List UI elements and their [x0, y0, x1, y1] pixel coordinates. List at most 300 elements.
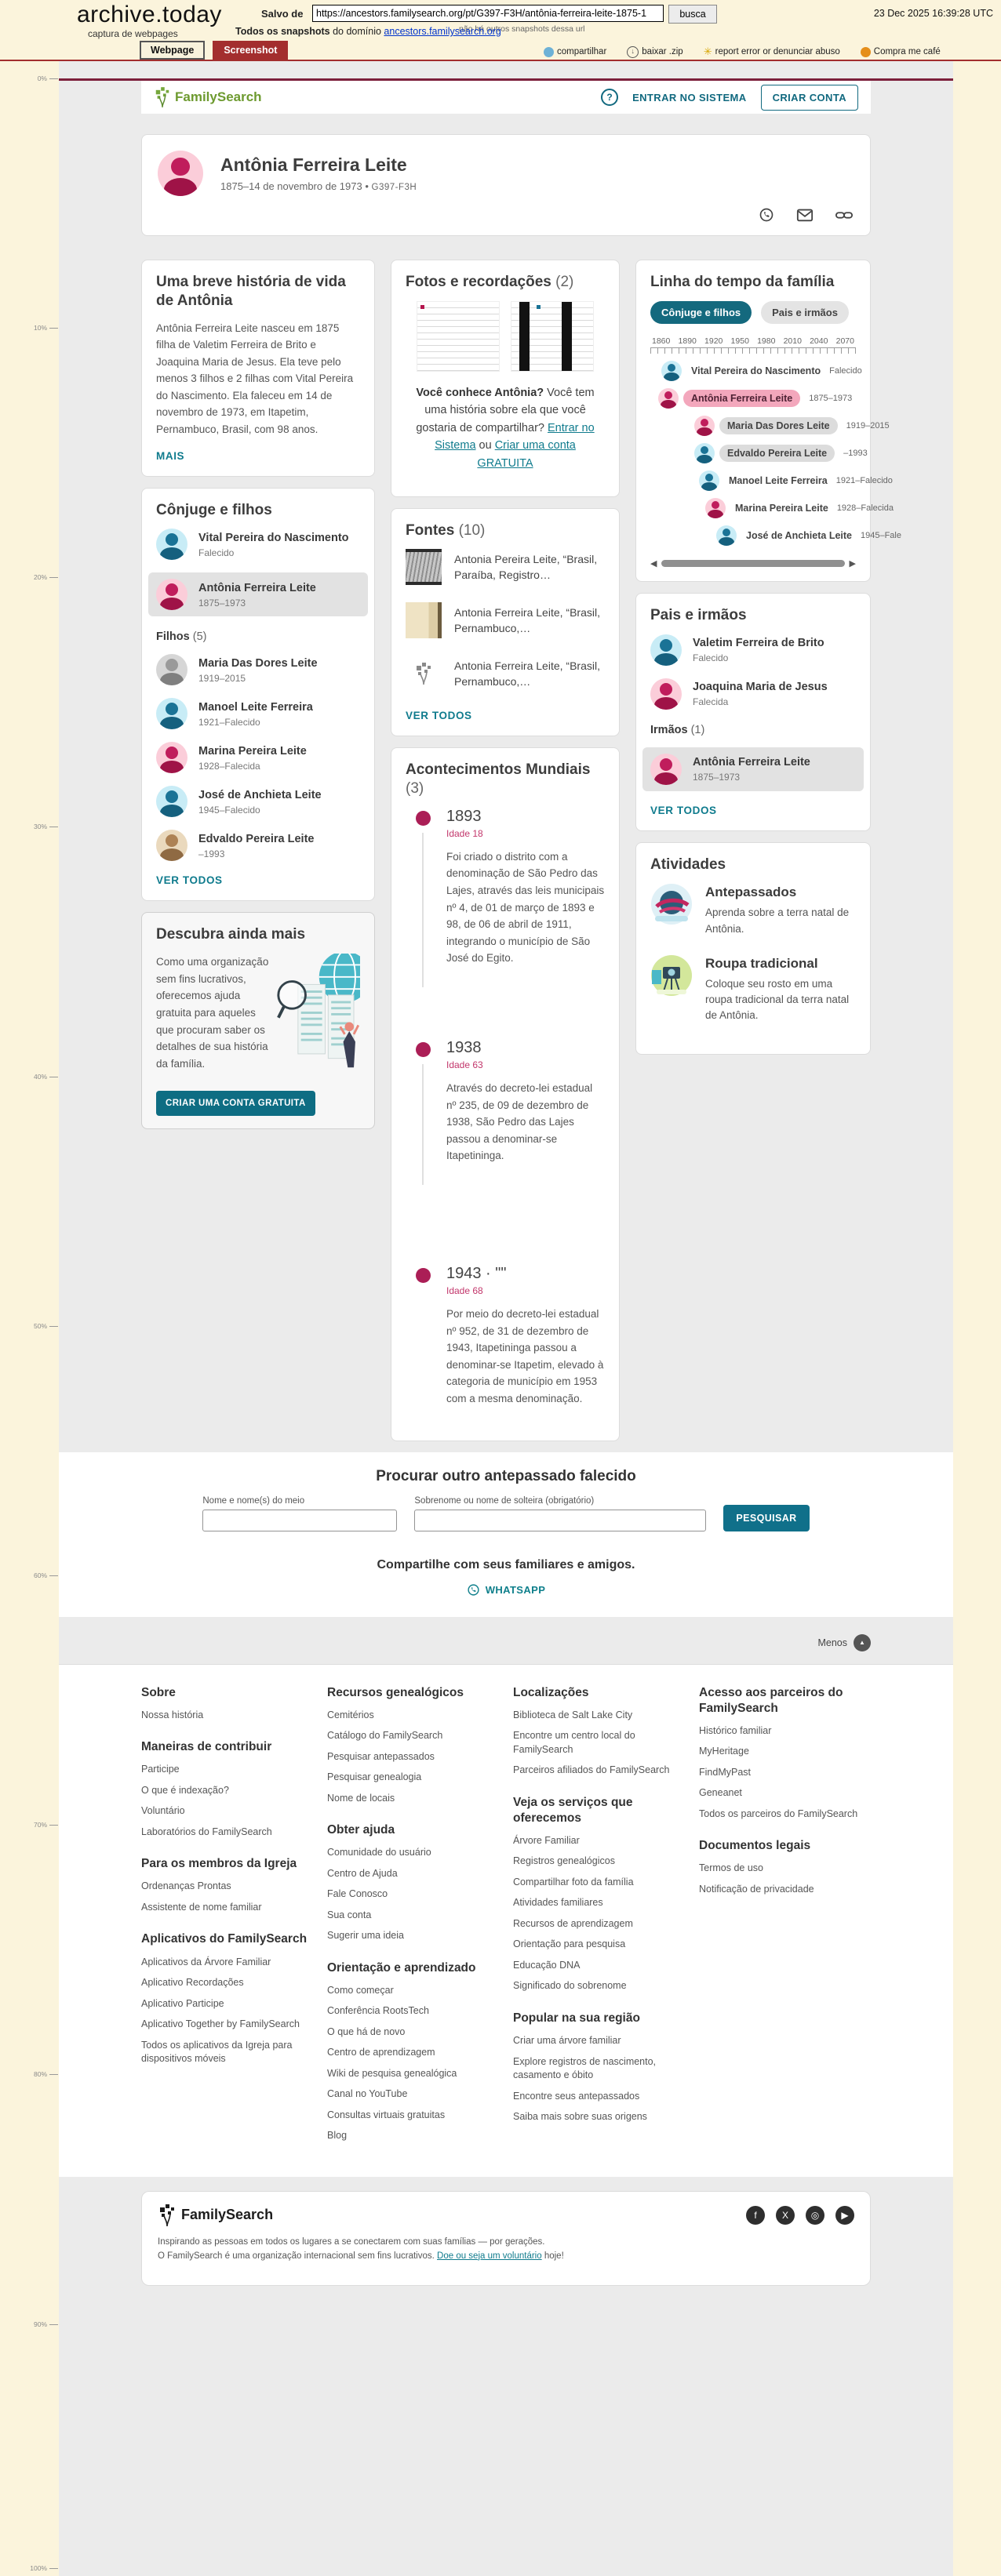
- footer-link[interactable]: Consultas virtuais gratuitas: [327, 2109, 446, 2120]
- or-text: ou: [475, 439, 495, 452]
- timeline-line: [422, 1064, 424, 1185]
- source-title[interactable]: Antonia Pereira Leite, “Brasil, Paraíba, Registro…: [454, 553, 598, 582]
- sources-title-text: Fontes: [406, 521, 455, 539]
- ruler-label: 40%: [33, 1073, 47, 1081]
- female-avatar: [705, 498, 726, 518]
- event-age: Idade 68: [446, 1284, 483, 1296]
- person-name[interactable]: Antônia Ferreira Leite: [198, 581, 316, 594]
- timeline-row[interactable]: [694, 416, 890, 436]
- ruler-label: 0%: [37, 74, 47, 82]
- timeline-dot: [416, 1042, 431, 1057]
- children-label: [156, 630, 360, 643]
- camera-illustration-icon: [650, 954, 693, 997]
- ruler-tick: [34, 2320, 58, 2328]
- female-avatar: [650, 754, 682, 785]
- footer-heading: Popular na sua região: [513, 2011, 640, 2025]
- male-avatar: [699, 471, 719, 491]
- footer-link[interactable]: Comunidade do usuário: [327, 1847, 431, 1858]
- ruler-tick: [34, 1821, 58, 1829]
- tab-webpage[interactable]: Webpage: [140, 41, 205, 60]
- all-snapshots-line: [235, 26, 501, 37]
- footer-heading: Para os membros da Igreja: [141, 1857, 297, 1871]
- footer-link[interactable]: Laboratórios do FamilySearch: [141, 1826, 272, 1837]
- ruler-line: [49, 78, 58, 79]
- email-icon[interactable]: [796, 207, 814, 223]
- person-dates: Falecido: [693, 652, 729, 663]
- person-lifespan: [220, 180, 417, 192]
- family-timeline-card: [635, 260, 901, 582]
- first-name-label: Nome e nome(s) do meio: [202, 1495, 305, 1506]
- first-name-field-group: [202, 1496, 397, 1531]
- whatsapp-label: WHATSAPP: [485, 1583, 546, 1596]
- activity-item[interactable]: [650, 954, 856, 1024]
- help-icon[interactable]: ?: [601, 89, 618, 106]
- footer-link[interactable]: Saiba mais sobre suas origens: [513, 2111, 647, 2123]
- person-name[interactable]: José de Anchieta Leite: [746, 529, 852, 541]
- person-name[interactable]: Maria Das Dores Leite: [198, 656, 318, 670]
- whatsapp-share-link[interactable]: [141, 1583, 871, 1597]
- social-links: [746, 2206, 854, 2225]
- report-label: report error or denunciar abuso: [715, 47, 840, 56]
- siblings-label: [650, 724, 856, 736]
- footer-link[interactable]: Voluntário: [141, 1805, 185, 1817]
- timeline-row[interactable]: [694, 443, 868, 463]
- footer-link[interactable]: O que é indexação?: [141, 1784, 229, 1796]
- footer-column: [513, 1685, 682, 2150]
- footer-column: [141, 1685, 310, 2150]
- footer-link[interactable]: Nossa história: [141, 1709, 204, 1720]
- timeline-axis-years: [650, 336, 856, 346]
- see-all-link[interactable]: VER TODOS: [650, 804, 717, 816]
- know-antonia-prompt: [406, 384, 605, 472]
- ruler-label: 100%: [30, 2564, 47, 2572]
- person-header-card: [141, 134, 871, 236]
- person-dates: Falecido: [829, 365, 862, 376]
- memory-thumbnail[interactable]: [511, 301, 594, 372]
- person-row[interactable]: [156, 654, 360, 685]
- person-name[interactable]: Valetim Ferreira de Brito: [693, 637, 824, 650]
- view-tabs: [140, 41, 288, 60]
- last-name-input[interactable]: [414, 1510, 706, 1531]
- footer-link[interactable]: Wiki de pesquisa genealógica: [327, 2067, 457, 2079]
- male-avatar: [661, 361, 682, 381]
- footer-link[interactable]: Nome de locais: [327, 1792, 395, 1804]
- footer-link[interactable]: Canal no YouTube: [327, 2088, 408, 2100]
- familysearch-wordmark: FamilySearch: [175, 89, 262, 104]
- person-row[interactable]: [156, 698, 360, 729]
- ruler-line: [49, 2074, 58, 2075]
- search-title: Procurar outro antepassado falecido: [376, 1467, 636, 1484]
- sources-title: [406, 521, 605, 540]
- male-avatar: [716, 525, 737, 546]
- footer-link[interactable]: O que há de novo: [327, 2026, 406, 2037]
- ruler-tick: [34, 324, 58, 332]
- source-title[interactable]: Antonia Ferreira Leite, “Brasil, Pernambuco,…: [454, 659, 600, 689]
- person-dates: 1945–Fale: [861, 530, 901, 540]
- person-row[interactable]: [156, 786, 360, 817]
- timeline-row[interactable]: [699, 471, 893, 491]
- timeline-row[interactable]: [705, 498, 894, 518]
- scroll-ruler: [0, 0, 59, 2576]
- ruler-label: 50%: [33, 1322, 47, 1330]
- footer-heading: Localizações: [513, 1685, 589, 1699]
- search-ancestor-section: [59, 1452, 953, 1617]
- person-row-selected[interactable]: [642, 747, 864, 791]
- create-account-button[interactable]: CRIAR CONTA: [761, 85, 858, 111]
- memory-thumbnail[interactable]: [417, 301, 500, 372]
- year-label: 2010: [783, 336, 802, 346]
- prompt-bold: Você conhece Antônia?: [416, 386, 544, 399]
- year-label: 1920: [704, 336, 723, 346]
- see-all-link[interactable]: VER TODOS: [406, 710, 472, 722]
- familysearch-logo[interactable]: [154, 87, 262, 107]
- tree-icon: [406, 656, 442, 692]
- mission-line2-end: hoje!: [541, 2251, 564, 2261]
- world-events-card: [391, 747, 620, 1441]
- photos-title-text: Fotos e recordações: [406, 274, 551, 290]
- activity-item[interactable]: [650, 883, 856, 937]
- discover-text: Como uma organização sem fins lucrativos, oferecemos ajuda gratuita para aqueles que procuram saber os detalhes de sua história da família.: [156, 956, 269, 1070]
- scroll-right-icon[interactable]: ▶: [849, 558, 856, 569]
- footer-link[interactable]: Sua conta: [327, 1909, 372, 1920]
- create-account-inline-link[interactable]: Criar uma conta GRATUITA: [477, 439, 576, 470]
- life-story-title: Uma breve história de vida de Antônia: [156, 274, 346, 309]
- footer-link[interactable]: Aplicativo Recordações: [141, 1977, 244, 1989]
- person-dates: 1921–Falecido: [198, 716, 260, 728]
- scrollbar-thumb[interactable]: [661, 560, 844, 567]
- buy-coffee-link[interactable]: [861, 47, 941, 57]
- footer-link[interactable]: Catálogo do FamilySearch: [327, 1730, 443, 1742]
- coffee-label: Compra me café: [873, 47, 941, 56]
- event-item: [406, 1265, 605, 1428]
- person-row-selected[interactable]: [148, 572, 368, 616]
- person-dates: 1928–Falecida: [836, 503, 894, 513]
- footer-link[interactable]: Explore registros de nascimento, casamento e óbito: [513, 2055, 657, 2081]
- male-avatar: [694, 443, 715, 463]
- person-dates: 1919–2015: [846, 420, 890, 431]
- female-avatar: [694, 416, 715, 436]
- share-title: Compartilhe com seus familiares e amigos.: [377, 1557, 635, 1571]
- whatsapp-icon: [467, 1583, 480, 1597]
- instagram-icon[interactable]: ◎: [806, 2206, 824, 2225]
- event-text: Por meio do decreto-lei estadual nº 952, de 31 de dezembro de 1943, Itapetininga passou a denominar-se Itapetim, elevado à categoria de município em 1953 com a mesma denominação.: [446, 1307, 604, 1404]
- scroll-left-icon[interactable]: ◀: [650, 558, 657, 569]
- ruler-label: 70%: [33, 1821, 47, 1829]
- see-all-link[interactable]: VER TODOS: [156, 874, 223, 887]
- footer-links: [59, 1664, 953, 2177]
- ruler-label: 30%: [33, 823, 47, 830]
- source-title[interactable]: Antonia Ferreira Leite, “Brasil, Pernambuco,…: [454, 606, 600, 635]
- footer-mission-text: [158, 2236, 854, 2264]
- footer-heading: Aplicativos do FamilySearch: [141, 1932, 308, 1946]
- children-count: (5): [192, 630, 207, 644]
- ruler-line: [49, 1825, 58, 1826]
- tree-icon: [154, 87, 171, 107]
- footer-link[interactable]: Atividades familiares: [513, 1897, 603, 1909]
- download-icon: ↓: [627, 46, 639, 58]
- footer-link[interactable]: Ordenanças Prontas: [141, 1880, 231, 1892]
- footer-link[interactable]: MyHeritage: [699, 1746, 749, 1757]
- footer-link[interactable]: Parceiros afiliados do FamilySearch: [513, 1764, 670, 1776]
- activity-title[interactable]: Antepassados: [705, 885, 797, 900]
- all-snapshots-label: Todos os snapshots: [235, 26, 330, 37]
- world-events-count: (3): [406, 780, 424, 798]
- familysearch-footer-logo[interactable]: [158, 2204, 273, 2226]
- ruler-label: 10%: [33, 324, 47, 332]
- footer-link[interactable]: Educação DNA: [513, 1959, 581, 1971]
- timeline-row[interactable]: [716, 525, 901, 546]
- report-error-link[interactable]: [704, 45, 840, 58]
- timeline-row[interactable]: [661, 361, 862, 381]
- archive-logo[interactable]: archive.today: [77, 2, 222, 27]
- last-name-field-group: [414, 1496, 706, 1531]
- spouse-children-title: Cônjuge e filhos: [156, 501, 272, 518]
- person-name[interactable]: Antônia Ferreira Leite: [693, 756, 810, 769]
- ruler-tick: [34, 1073, 58, 1081]
- ruler-tick: [34, 1571, 58, 1579]
- source-item[interactable]: [406, 602, 605, 638]
- activities-title: Atividades: [650, 856, 726, 873]
- footer-link[interactable]: Fale Conosco: [327, 1888, 388, 1900]
- footer-heading: Obter ajuda: [327, 1823, 395, 1837]
- person-row[interactable]: [650, 678, 856, 710]
- coffee-icon: [861, 47, 871, 57]
- person-dates: 1928–Falecida: [198, 760, 260, 772]
- footer-link[interactable]: Biblioteca de Salt Lake City: [513, 1709, 633, 1720]
- footer-link[interactable]: Participe: [141, 1764, 180, 1775]
- person-dates: –1993: [843, 448, 868, 458]
- domain-label: do domínio: [329, 26, 384, 37]
- collapse-row: [141, 1634, 871, 1651]
- globe-illustration-icon: [650, 883, 693, 925]
- family-timeline-title: Linha do tempo da família: [650, 274, 835, 290]
- parents-siblings-card: [635, 593, 871, 831]
- document-thumbnail: [406, 602, 442, 638]
- tree-icon: [158, 2204, 177, 2226]
- first-name-input[interactable]: [202, 1510, 397, 1531]
- footer-link[interactable]: Notificação de privacidade: [699, 1883, 814, 1895]
- person-name[interactable]: Marina Pereira Leite: [735, 502, 828, 514]
- event-item: [406, 1039, 605, 1164]
- ruler-line: [49, 577, 58, 578]
- chevron-up-icon[interactable]: ▲: [854, 1634, 871, 1651]
- domain-link[interactable]: ancestors.familysearch.org: [384, 26, 501, 37]
- discover-title: Descubra ainda mais: [156, 926, 306, 943]
- photo-avatar: [156, 830, 187, 861]
- source-item[interactable]: [406, 549, 605, 585]
- familysearch-header: [141, 81, 871, 114]
- tab-spouse-children[interactable]: Cônjuge e filhos: [650, 301, 752, 324]
- person-name[interactable]: José de Anchieta Leite: [198, 788, 322, 801]
- person-row[interactable]: [650, 634, 856, 666]
- footer-link[interactable]: Árvore Familiar: [513, 1834, 580, 1846]
- photos-count: (2): [555, 274, 574, 290]
- ruler-line: [49, 1326, 58, 1327]
- sign-in-inline-link[interactable]: Entrar no Sistema: [435, 421, 595, 452]
- event-text: Através do decreto-lei estadual nº 235, de 09 de dezembro de 1938, São Pedro das Lajes passou a denominar-se Itapetininga.: [446, 1082, 593, 1162]
- year-label: 1980: [757, 336, 776, 346]
- separator: •: [365, 180, 369, 192]
- facebook-icon[interactable]: f: [746, 2206, 765, 2225]
- sources-card: [391, 508, 620, 737]
- snapshot-datetime: 23 Dec 2025 16:39:28 UTC: [873, 8, 993, 19]
- person-dates: 1919–2015: [198, 672, 246, 684]
- footer-link[interactable]: Aplicativos da Árvore Familiar: [141, 1956, 271, 1967]
- footer-link[interactable]: Assistente de nome familiar: [141, 1901, 262, 1913]
- tab-screenshot[interactable]: Screenshot: [213, 41, 288, 60]
- photos-memories-card: [391, 260, 620, 497]
- ruler-tick: [34, 823, 58, 830]
- siblings-word: Irmãos: [650, 723, 688, 736]
- male-avatar: [156, 698, 187, 729]
- timeline-row[interactable]: [658, 388, 856, 409]
- footer-link[interactable]: Cemitérios: [327, 1709, 374, 1720]
- footer-link[interactable]: Aplicativo Together by FamilySearch: [141, 2018, 300, 2030]
- ruler-label: 80%: [33, 2070, 47, 2078]
- download-zip-link[interactable]: [627, 46, 682, 58]
- timeline-scrollbar[interactable]: [650, 558, 856, 569]
- person-name[interactable]: Manoel Leite Ferreira: [729, 474, 828, 486]
- footer-link[interactable]: Como começar: [327, 1984, 394, 1996]
- person-row[interactable]: [156, 742, 360, 773]
- person-dates: 1945–Falecido: [198, 804, 260, 816]
- year-label: 1890: [678, 336, 697, 346]
- person-name[interactable]: Vital Pereira do Nascimento: [691, 365, 821, 376]
- lifespan-text: 1875–14 de novembro de 1973: [220, 180, 362, 192]
- female-avatar: [658, 388, 679, 409]
- world-events-title-text: Acontecimentos Mundiais: [406, 761, 591, 779]
- footer-link[interactable]: Centro de aprendizagem: [327, 2047, 435, 2058]
- footer-link[interactable]: Blog: [327, 2130, 348, 2142]
- share-label: compartilhar: [557, 47, 607, 56]
- saved-url-input[interactable]: [312, 5, 664, 22]
- person-dates: 1875–1973: [809, 393, 853, 403]
- footer-link[interactable]: Aplicativo Participe: [141, 1997, 224, 2009]
- footer-link[interactable]: Histórico familiar: [699, 1724, 772, 1736]
- report-icon: ✳: [703, 45, 712, 57]
- snapshot-search-button[interactable]: busca: [668, 5, 717, 24]
- photo-avatar: [156, 654, 187, 685]
- archive-tagline: captura de webpages: [88, 28, 178, 39]
- footer-link[interactable]: Sugerir uma ideia: [327, 1930, 404, 1942]
- event-text: Foi criado o distrito com a denominação de São Pedro das Lajes, através das leis municipais nº 4, de 01 de março de 1893 e 98, de 06 de abril de 1911, integrando o município de São José do Egito.: [446, 850, 605, 965]
- event-age: Idade 63: [446, 1059, 483, 1070]
- event-year: 1938: [446, 1039, 482, 1056]
- year-label: 1860: [652, 336, 671, 346]
- ruler-line: [49, 1575, 58, 1576]
- footer-link[interactable]: Registros genealógicos: [513, 1855, 615, 1867]
- timeline-dot: [416, 1268, 431, 1283]
- prompt-text: Você tem uma história sobre ela que você gostaria de compartilhar?: [416, 386, 595, 434]
- children-word: Filhos: [156, 630, 190, 644]
- person-id[interactable]: G397-F3H: [371, 183, 417, 192]
- person-name[interactable]: Vital Pereira do Nascimento: [198, 531, 349, 544]
- footer-link[interactable]: FindMyPast: [699, 1766, 751, 1778]
- person-name[interactable]: Marina Pereira Leite: [198, 744, 307, 758]
- link-icon[interactable]: [835, 207, 853, 223]
- year-label: 2040: [810, 336, 828, 346]
- discover-more-card: [141, 912, 375, 1129]
- search-button[interactable]: PESQUISAR: [723, 1505, 809, 1531]
- footer-heading: Orientação e aprendizado: [327, 1960, 476, 1975]
- timeline-line: [422, 833, 424, 987]
- footer-link[interactable]: Encontre um centro local do FamilySearch: [513, 1730, 635, 1755]
- activity-desc: Aprenda sobre a terra natal de Antônia.: [705, 907, 850, 935]
- donate-volunteer-link[interactable]: Doe ou seja um voluntário: [437, 2251, 542, 2261]
- footer-link[interactable]: Encontre seus antepassados: [513, 2090, 640, 2102]
- footer-link[interactable]: Termos de uso: [699, 1862, 763, 1874]
- footer-link[interactable]: Todos os aplicativos da Igreja para dispositivos móveis: [141, 2039, 293, 2065]
- create-free-account-button[interactable]: CRIAR UMA CONTA GRATUITA: [156, 1091, 315, 1116]
- footer-link[interactable]: Pesquisar antepassados: [327, 1750, 435, 1762]
- person-dates: –1993: [198, 848, 225, 859]
- activity-title[interactable]: Roupa tradicional: [705, 955, 818, 971]
- footer-link[interactable]: Geneanet: [699, 1787, 742, 1799]
- footer-heading: Sobre: [141, 1685, 176, 1699]
- person-dates: 1921–Falecido: [835, 475, 893, 485]
- footer-link[interactable]: Centro de Ajuda: [327, 1867, 398, 1879]
- male-avatar: [650, 634, 682, 666]
- youtube-icon[interactable]: ▶: [835, 2206, 854, 2225]
- source-item[interactable]: [406, 656, 605, 692]
- document-thumbnail: [406, 549, 442, 585]
- person-name[interactable]: Edvaldo Pereira Leite: [198, 832, 315, 845]
- x-twitter-icon[interactable]: X: [776, 2206, 795, 2225]
- person-name[interactable]: Manoel Leite Ferreira: [198, 700, 313, 714]
- person-dates: 1875–1973: [693, 771, 741, 783]
- ruler-tick: [34, 2070, 58, 2078]
- person-row[interactable]: [156, 830, 360, 861]
- timeline-dot: [416, 811, 431, 826]
- footer-heading: Veja os serviços que oferecemos: [513, 1795, 633, 1825]
- mission-line1: Inspirando as pessoas em todos os lugares a se conectarem com suas famílias — por gerações.: [158, 2236, 545, 2247]
- person-name[interactable]: Joaquina Maria de Jesus: [693, 681, 828, 694]
- person-avatar: [158, 151, 203, 196]
- sign-in-link[interactable]: ENTRAR NO SISTEMA: [632, 91, 747, 104]
- photos-title: [406, 273, 605, 292]
- footer-link[interactable]: Conferência RootsTech: [327, 2005, 429, 2017]
- share-icon: [544, 47, 554, 57]
- event-item: [406, 808, 605, 967]
- person-dates: Falecido: [198, 547, 235, 558]
- female-avatar: [650, 678, 682, 710]
- footer-link[interactable]: Pesquisar genealogia: [327, 1771, 422, 1783]
- footer-link[interactable]: Compartilhar foto da família: [513, 1876, 634, 1887]
- more-link[interactable]: MAIS: [156, 449, 185, 462]
- last-name-label: Sobrenome ou nome de solteira (obrigatório): [414, 1495, 595, 1506]
- person-chip[interactable]: Antônia Ferreira Leite: [683, 390, 800, 407]
- footer-link[interactable]: Todos os parceiros do FamilySearch: [699, 1808, 858, 1819]
- footer-link[interactable]: Criar uma árvore familiar: [513, 2035, 621, 2047]
- ruler-line: [49, 2568, 58, 2569]
- person-row[interactable]: [156, 529, 360, 560]
- female-avatar: [156, 579, 187, 610]
- saved-from-label: Salvo de: [261, 8, 304, 20]
- ruler-line: [49, 328, 58, 329]
- life-story-card: [141, 260, 375, 477]
- whatsapp-icon[interactable]: [759, 207, 774, 223]
- footer-column: [699, 1685, 868, 2150]
- person-chip[interactable]: Maria Das Dores Leite: [719, 417, 838, 434]
- ruler-label: 20%: [33, 573, 47, 581]
- share-link[interactable]: [544, 47, 606, 57]
- person-chip[interactable]: Edvaldo Pereira Leite: [719, 445, 835, 462]
- footer-link[interactable]: Orientação para pesquisa: [513, 1938, 626, 1950]
- footer-link[interactable]: Significado do sobrenome: [513, 1980, 627, 1992]
- footer-heading: Acesso aos parceiros do FamilySearch: [699, 1685, 843, 1715]
- tab-parents-siblings[interactable]: Pais e irmãos: [761, 301, 849, 324]
- footer-link[interactable]: Recursos de aprendizagem: [513, 1917, 633, 1929]
